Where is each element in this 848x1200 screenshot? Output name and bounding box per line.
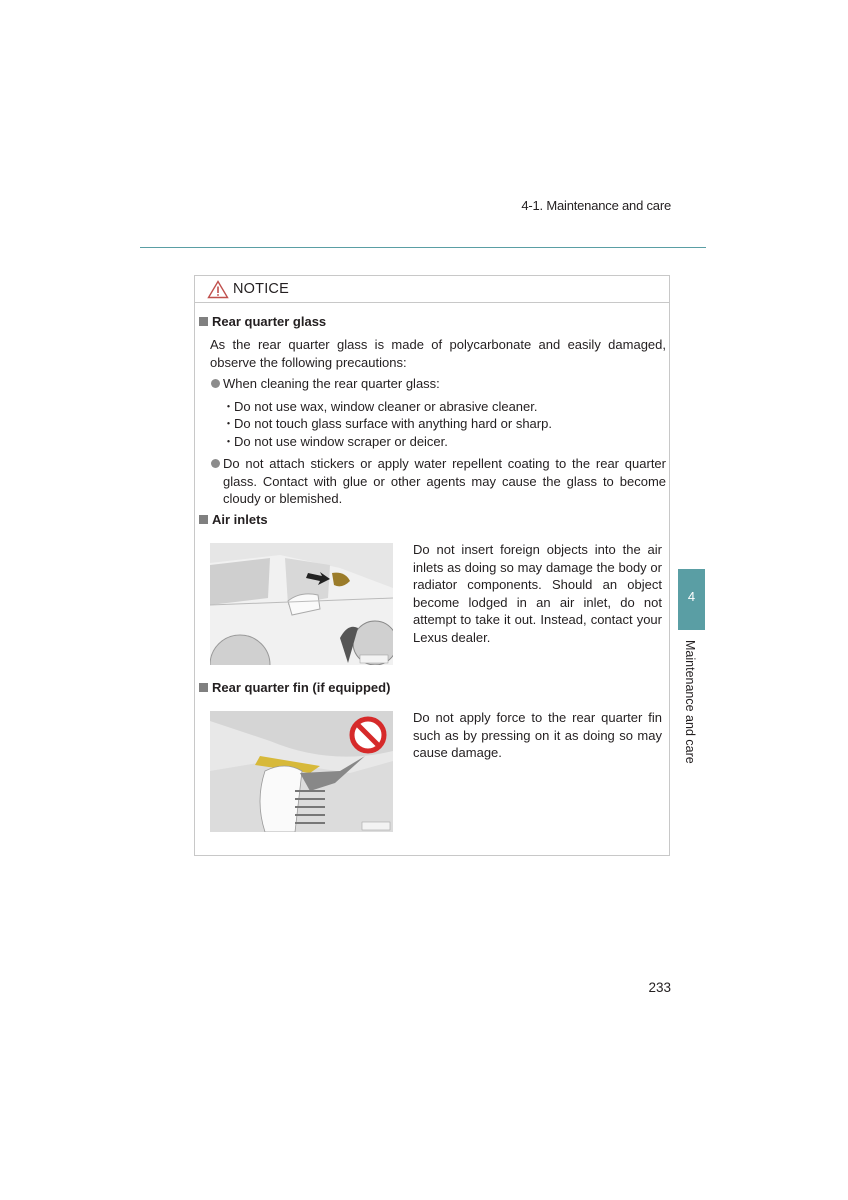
notice-box: [194, 275, 670, 856]
square-bullet-icon: [199, 317, 208, 326]
section-title-rear-quarter-fin: Rear quarter fin (if equipped): [199, 680, 390, 695]
chapter-tab[interactable]: 4: [678, 569, 705, 630]
sub-item: ・Do not use wax, window cleaner or abrasive cleaner.: [222, 399, 538, 414]
air-inlet-illustration: [210, 543, 393, 665]
warning-triangle-icon: [207, 280, 229, 299]
sub-item: ・Do not touch glass surface with anything hard or sharp.: [222, 416, 552, 431]
rear-quarter-fin-text: Do not apply force to the rear quarter fin such as by pressing on it as doing so may cause damage.: [413, 710, 662, 760]
sub-item: ・Do not use window scraper or deicer.: [222, 434, 448, 449]
prohibited-icon: [352, 719, 384, 751]
intro-paragraph: As the rear quarter glass is made of polycarbonate and easily damaged, observe the following precautions:: [210, 337, 666, 370]
air-inlets-text: Do not insert foreign objects into the air inlets as doing so may damage the body or radiator components. Should an object become lodged in an air inlet, do not attempt to take it out. Instead, contact your Lexus dealer.: [413, 542, 662, 645]
round-bullet-icon: [211, 379, 220, 388]
header-divider: [140, 247, 706, 248]
bullet-item: When cleaning the rear quarter glass:: [211, 375, 667, 393]
chapter-tab-label: Maintenance and care: [683, 640, 697, 764]
round-bullet-icon: [211, 459, 220, 468]
page-number: 233: [648, 980, 671, 995]
notice-header: [195, 276, 669, 303]
section-title-air-inlets: Air inlets: [199, 512, 268, 527]
square-bullet-icon: [199, 515, 208, 524]
section-title-rear-quarter-glass: Rear quarter glass: [199, 314, 326, 329]
section-header: 4-1. Maintenance and care: [521, 198, 671, 213]
notice-label: NOTICE: [233, 281, 289, 297]
square-bullet-icon: [199, 683, 208, 692]
bullet-item: Do not attach stickers or apply water repellent coating to the rear quarter glass. Contact with glue or other agents may cause the glass to become cloudy or blemished.: [211, 455, 666, 508]
rear-quarter-fin-illustration: [210, 711, 393, 832]
